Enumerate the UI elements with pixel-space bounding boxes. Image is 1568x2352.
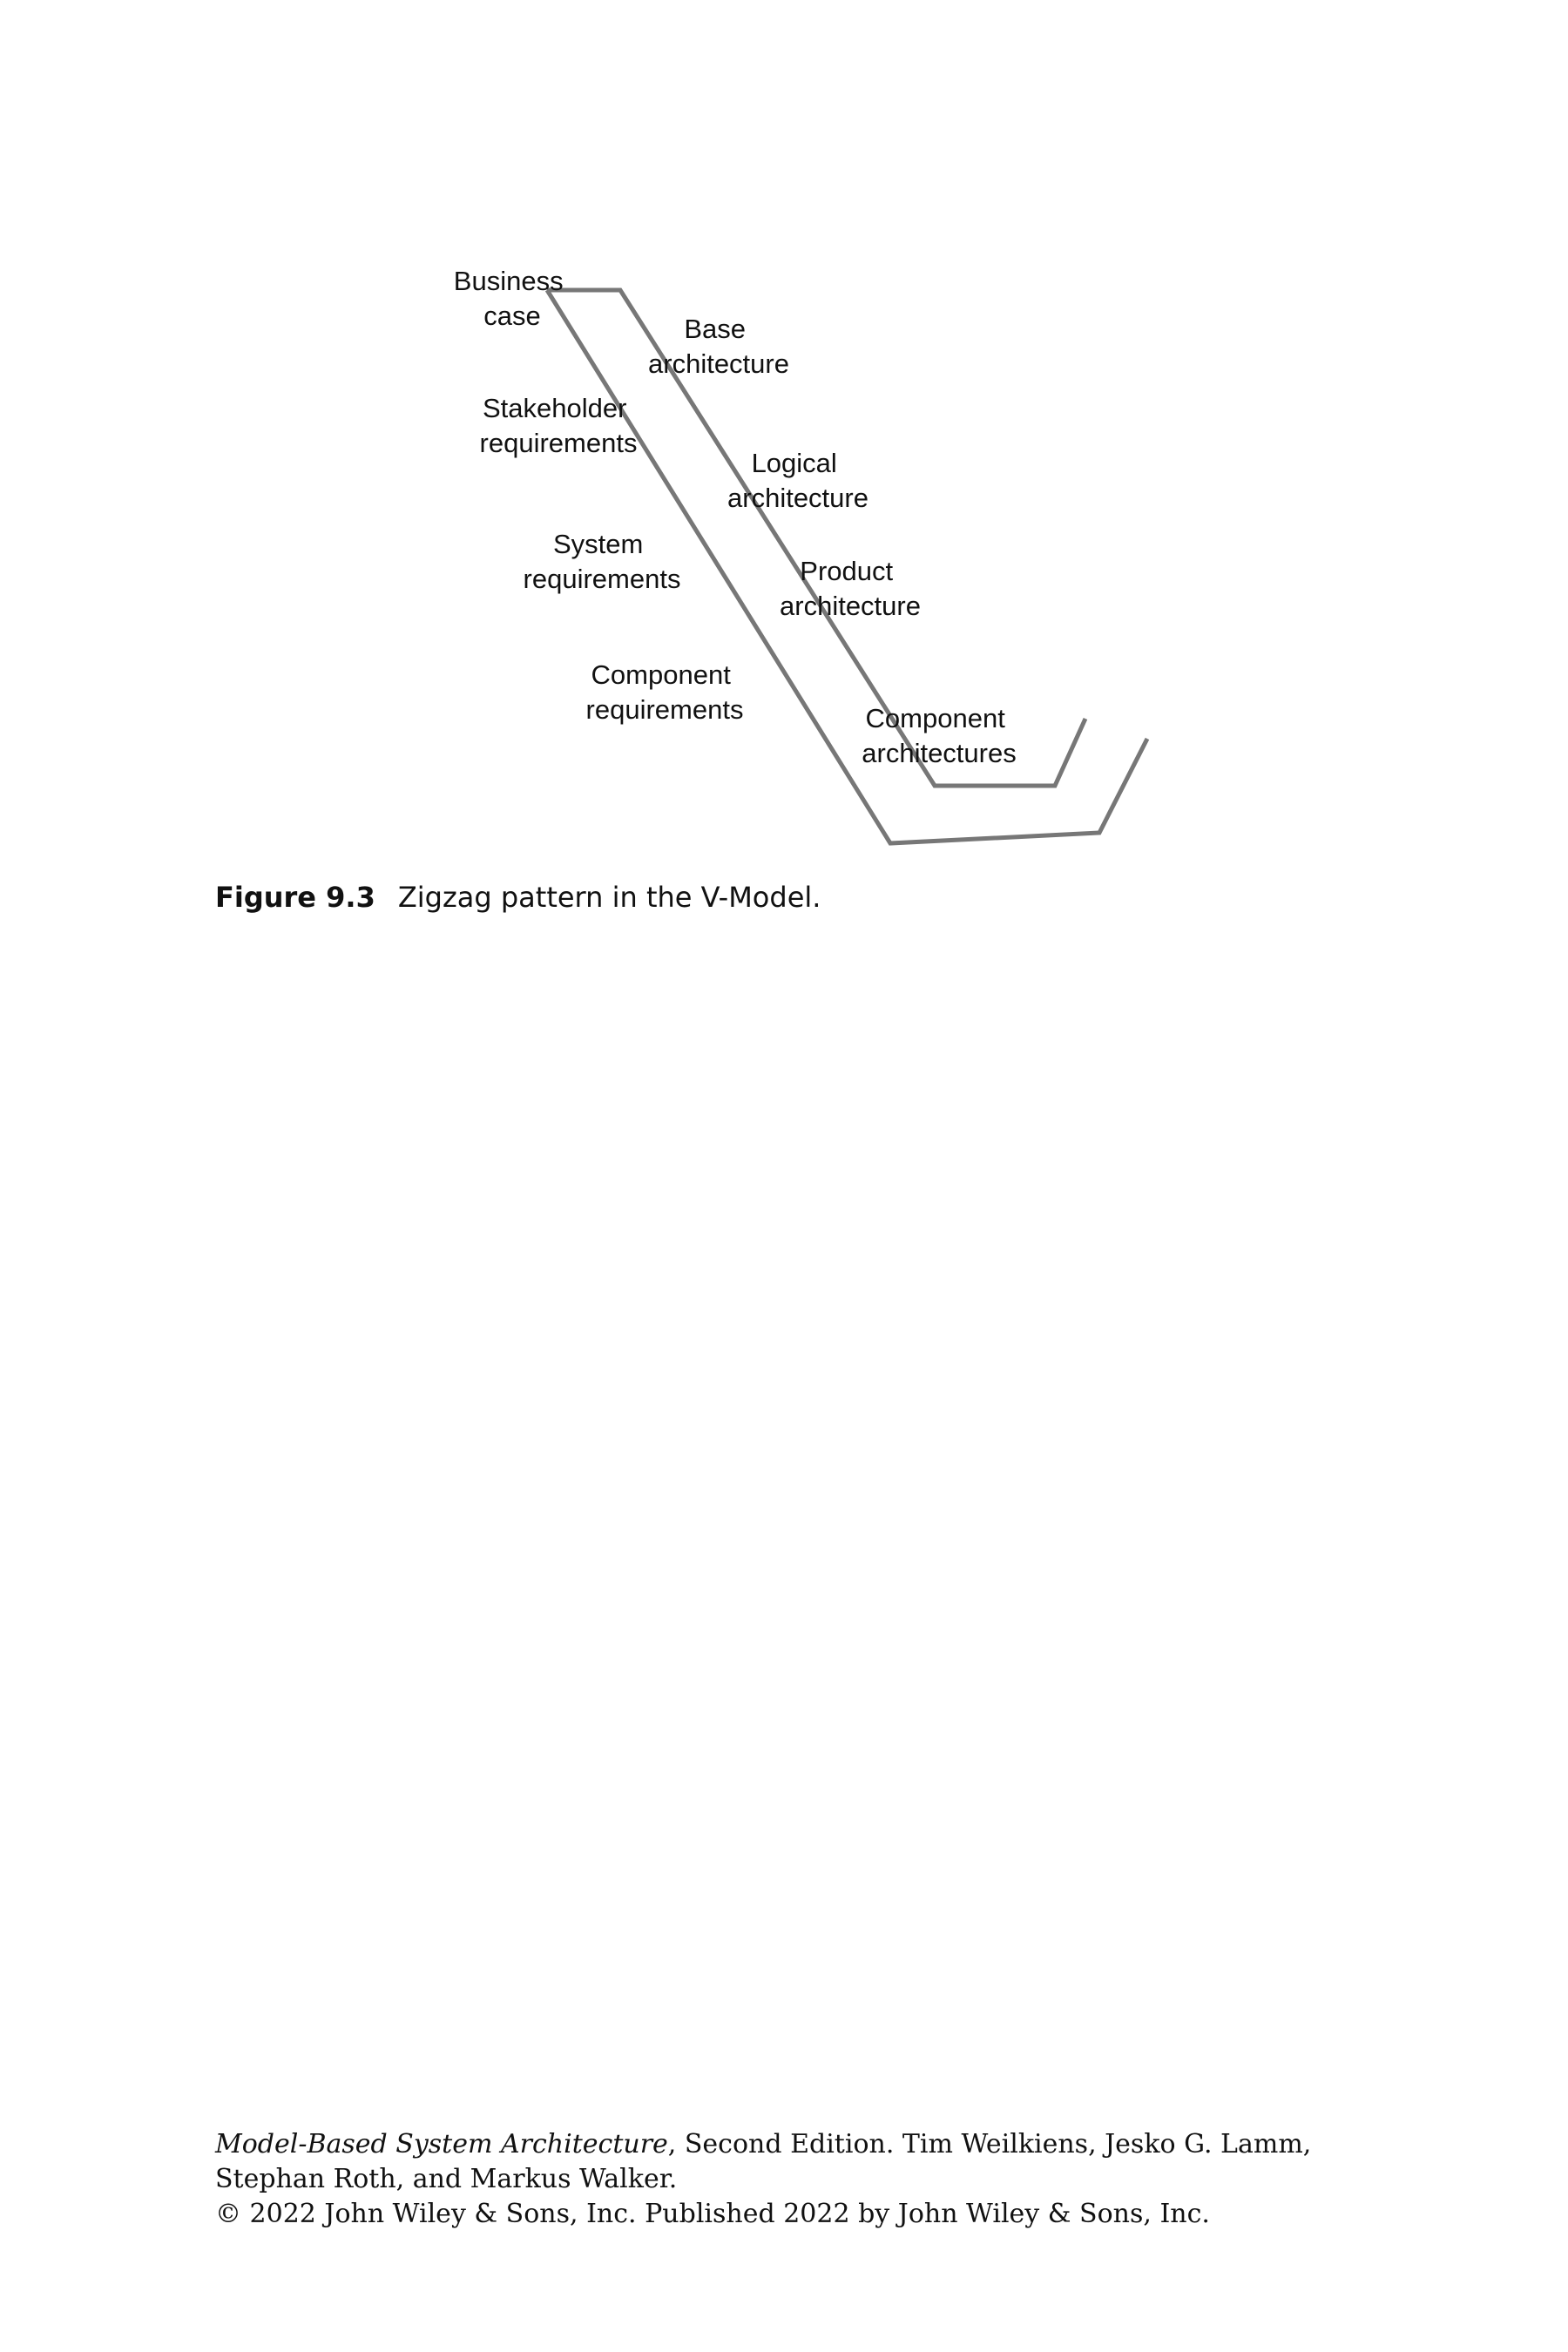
label-product-architecture: Product architecture [780, 556, 921, 621]
label-business-case: Business case [453, 266, 564, 331]
footer-line-2: Stephan Roth, and Markus Walker. [215, 2164, 678, 2194]
v-model-zigzag-figure [0, 0, 1568, 871]
label-base-architecture: Base architecture [648, 314, 789, 379]
book-title: Model-Based System Architecture [215, 2129, 668, 2159]
copyright-footer [215, 2127, 1348, 2232]
footer-line-1 [215, 2127, 1348, 2162]
label-system-requirements: System requirements [523, 529, 681, 594]
label-logical-architecture: Logical architecture [727, 448, 868, 513]
footer-line-1-rest: , Second Edition. Tim Weilkiens, Jesko G. Lamm, [667, 2129, 1312, 2159]
label-component-requirements: Component requirements [585, 659, 744, 725]
figure-caption-label: Figure 9.3 [215, 881, 375, 914]
footer-line-3: © 2022 John Wiley & Sons, Inc. Published 2022 by John Wiley & Sons, Inc. [215, 2199, 1210, 2229]
figure-caption-text: Zigzag pattern in the V-Model. [397, 881, 821, 914]
label-stakeholder-requirements: Stakeholder requirements [479, 393, 638, 458]
label-component-architectures: Component architectures [862, 703, 1017, 768]
figure-caption [215, 878, 821, 916]
